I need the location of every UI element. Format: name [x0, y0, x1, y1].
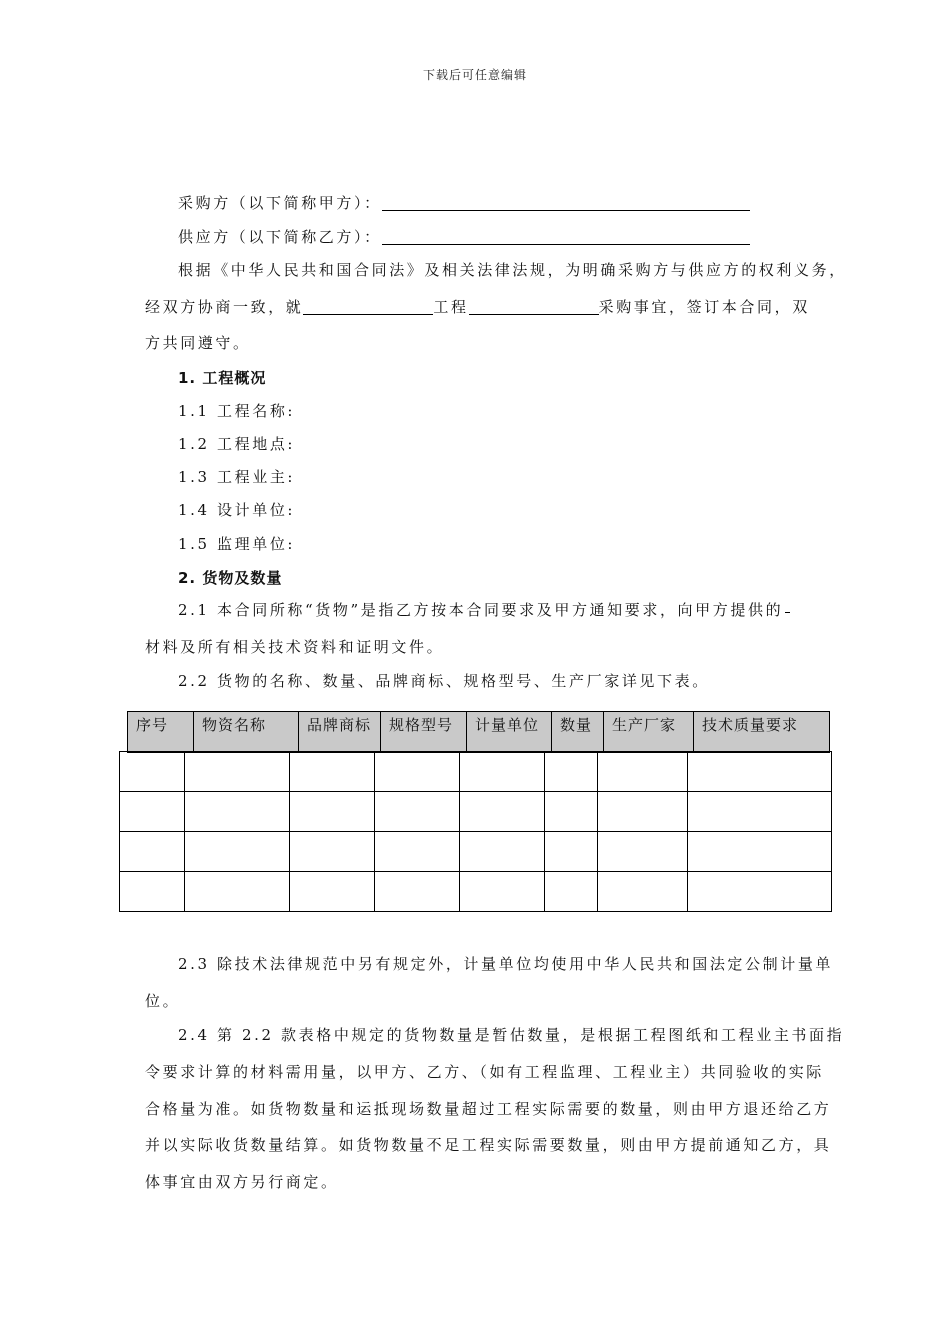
- clause-2-4-line: 体事宜由双方另行商定。: [145, 1173, 339, 1191]
- header-cell: 规格型号: [380, 712, 466, 752]
- table-cell[interactable]: [545, 752, 598, 792]
- intro-line-2c: 采购事宜，签订本合同，双: [598, 298, 810, 316]
- header-cell: 数量: [551, 712, 603, 752]
- table-cell[interactable]: [120, 872, 185, 912]
- table-row: [120, 832, 832, 872]
- header-cell: 物资名称: [193, 712, 298, 752]
- table-cell[interactable]: [598, 752, 688, 792]
- header-cell: 计量单位: [466, 712, 551, 752]
- table-cell[interactable]: [598, 832, 688, 872]
- table-row: [120, 752, 832, 792]
- table-cell[interactable]: [375, 792, 460, 832]
- intro-line-2a: 经双方协商一致，就: [145, 298, 304, 316]
- clause-2-4-line: 2.4 第 2.2 款表格中规定的货物数量是暂估数量，是根据工程图纸和工程业主书面指: [178, 1026, 845, 1044]
- project-name-blank[interactable]: [303, 298, 433, 315]
- table-cell[interactable]: [375, 832, 460, 872]
- section-1-item: 1.4 设计单位:: [178, 501, 296, 519]
- table-cell[interactable]: [185, 792, 290, 832]
- section-1-item: 1.1 工程名称:: [178, 402, 296, 420]
- table-cell[interactable]: [120, 792, 185, 832]
- header-cell: 生产厂家: [603, 712, 693, 752]
- table-row: [120, 792, 832, 832]
- table-cell[interactable]: [290, 832, 375, 872]
- table-cell[interactable]: [688, 792, 832, 832]
- supplier-blank[interactable]: [382, 228, 750, 245]
- table-cell[interactable]: [290, 792, 375, 832]
- table-cell[interactable]: [545, 872, 598, 912]
- header-cell: 序号: [127, 712, 193, 752]
- intro-line-3: 方共同遵守。: [145, 334, 251, 352]
- table-cell[interactable]: [545, 832, 598, 872]
- clause-2-1-line-1: [178, 599, 790, 620]
- goods-table-header: [127, 711, 830, 753]
- table-cell[interactable]: [688, 752, 832, 792]
- intro-line-2: [145, 296, 810, 317]
- table-row: [120, 872, 832, 912]
- intro-line-1: 根据《中华人民共和国合同法》及相关法律法规，为明确采购方与供应方的权利义务，: [178, 261, 847, 279]
- section-1-item: 1.5 监理单位:: [178, 535, 296, 553]
- intro-line-2b: 工程: [433, 298, 469, 316]
- table-cell[interactable]: [185, 872, 290, 912]
- page-header-note: 下载后可任意编辑: [422, 68, 527, 82]
- clause-2-2: 2.2 货物的名称、数量、品牌商标、规格型号、生产厂家详见下表。: [178, 672, 710, 690]
- goods-table: [119, 751, 832, 912]
- table-cell[interactable]: [460, 872, 545, 912]
- buyer-label: 采购方（以下简称甲方）：: [178, 194, 382, 212]
- section-1-item: 1.2 工程地点:: [178, 435, 296, 453]
- header-cell: 技术质量要求: [693, 712, 830, 752]
- project-item-blank[interactable]: [469, 298, 599, 315]
- table-cell[interactable]: [460, 832, 545, 872]
- buyer-blank[interactable]: [382, 194, 750, 211]
- table-cell[interactable]: [290, 752, 375, 792]
- table-cell[interactable]: [545, 792, 598, 832]
- table-cell[interactable]: [598, 792, 688, 832]
- table-cell[interactable]: [598, 872, 688, 912]
- table-cell[interactable]: [290, 872, 375, 912]
- supplier-line: [178, 226, 750, 247]
- section-1-title: 1. 工程概况: [178, 369, 267, 387]
- table-cell[interactable]: [688, 832, 832, 872]
- buyer-line: [178, 192, 750, 213]
- clause-2-3-line-2: 位。: [145, 992, 181, 1010]
- table-cell[interactable]: [688, 872, 832, 912]
- table-cell[interactable]: [460, 752, 545, 792]
- header-cell: 品牌商标: [298, 712, 380, 752]
- clause-2-4-line: 并以实际收货数量结算。如货物数量不足工程实际需要数量，则由甲方提前通知乙方，具: [145, 1136, 832, 1154]
- clause-2-1-line-2: 材料及所有相关技术资料和证明文件。: [145, 638, 445, 656]
- clause-2-4-line: 令要求计算的材料需用量，以甲方、乙方、（如有工程监理、工程业主）共同验收的实际: [145, 1063, 824, 1081]
- section-1-item: 1.3 工程业主:: [178, 468, 296, 486]
- section-2-title: 2. 货物及数量: [178, 569, 283, 587]
- table-cell[interactable]: [460, 792, 545, 832]
- clause-2-1-text: 2.1 本合同所称“货物”是指乙方按本合同要求及甲方通知要求，向甲方提供的: [178, 601, 784, 619]
- small-blank: [785, 612, 790, 613]
- table-cell[interactable]: [185, 832, 290, 872]
- table-cell[interactable]: [375, 752, 460, 792]
- table-cell[interactable]: [120, 832, 185, 872]
- table-cell[interactable]: [120, 752, 185, 792]
- supplier-label: 供应方（以下简称乙方）：: [178, 228, 382, 246]
- clause-2-4-line: 合格量为准。如货物数量和运抵现场数量超过工程实际需要的数量，则由甲方退还给乙方: [145, 1100, 832, 1118]
- clause-2-3-line-1: 2.3 除技术法律规范中另有规定外，计量单位均使用中华人民共和国法定公制计量单: [178, 955, 834, 973]
- table-cell[interactable]: [185, 752, 290, 792]
- table-cell[interactable]: [375, 872, 460, 912]
